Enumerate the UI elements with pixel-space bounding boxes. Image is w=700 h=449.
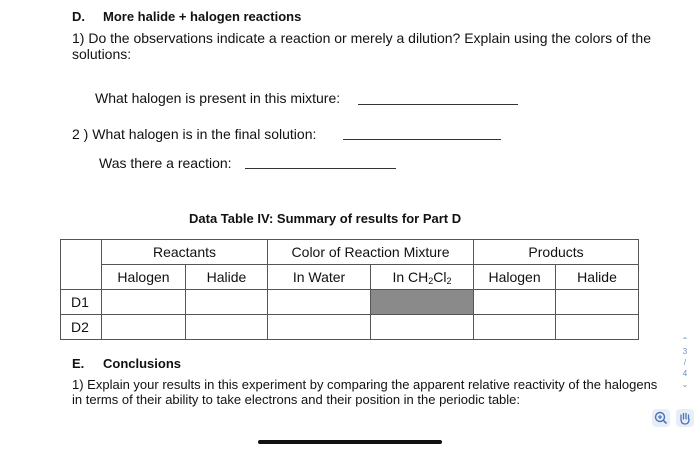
subheader-in-water: In Water — [268, 265, 371, 290]
table-row — [61, 315, 639, 340]
question-e1: 1) Explain your results in this experiment by comparing the apparent relative reactivity of the halogens in terms of their ability to take electrons and their position in the periodic table: — [72, 377, 658, 407]
data-table-iv — [60, 239, 639, 340]
zoom-in-icon — [652, 409, 670, 427]
table-row — [61, 290, 639, 315]
chevron-down-icon[interactable]: ⌄ — [681, 380, 689, 389]
header-products: Products — [474, 240, 639, 265]
cell-d2-reactant-halide[interactable] — [186, 315, 268, 340]
table-corner-cell — [61, 240, 102, 290]
section-d-title: More halide + halogen reactions — [103, 9, 302, 24]
subheader-reactant-halogen: Halogen — [102, 265, 186, 290]
cell-d2-in-water[interactable] — [268, 315, 371, 340]
question-d1-prompt: What halogen is present in this mixture: — [95, 90, 341, 106]
cell-d1-product-halogen[interactable] — [474, 290, 556, 315]
cell-d1-product-halide[interactable] — [556, 290, 639, 315]
cell-d2-product-halide[interactable] — [556, 315, 639, 340]
subheader-in-ch2cl2: In $CH_2Cl_2$ — [371, 265, 474, 290]
subheader-reactant-halide: Halide — [186, 265, 268, 290]
answer-line-reaction[interactable] — [245, 168, 396, 169]
page-current: 3 — [682, 347, 688, 356]
table-title: Data Table IV: Summary of results for Part D — [189, 211, 462, 226]
answer-line-final-halogen[interactable] — [343, 139, 501, 140]
hand-icon — [676, 409, 694, 427]
cell-d1-in-water[interactable] — [268, 290, 371, 315]
section-e-title: Conclusions — [103, 356, 182, 371]
cell-d1-in-ch2cl2-shaded — [371, 290, 474, 315]
subheader-product-halogen: Halogen — [474, 265, 556, 290]
answer-line-halogen-mixture[interactable] — [358, 104, 518, 105]
page-total: 4 — [682, 369, 688, 378]
cell-d1-reactant-halide[interactable] — [186, 290, 268, 315]
cell-d2-reactant-halogen[interactable] — [102, 315, 186, 340]
home-indicator-bar[interactable] — [258, 440, 442, 444]
cell-d2-product-halogen[interactable] — [474, 315, 556, 340]
hand-tool-button[interactable] — [676, 409, 694, 427]
zoom-button[interactable] — [652, 409, 670, 427]
row-label-d2: D2 — [61, 315, 102, 340]
header-color-reaction-mixture: Color of Reaction Mixture — [268, 240, 474, 265]
header-reactants: Reactants — [102, 240, 268, 265]
question-d1: 1) Do the observations indicate a reaction or merely a dilution? Explain using the colors of the solutions: — [72, 30, 651, 62]
section-d-letter: D. — [72, 9, 85, 24]
subheader-product-halide: Halide — [556, 265, 639, 290]
cell-d1-reactant-halogen[interactable] — [102, 290, 186, 315]
page-navigator[interactable] — [678, 335, 692, 390]
page-separator: / — [683, 358, 687, 367]
section-e-letter: E. — [72, 356, 85, 371]
cell-d2-in-ch2cl2[interactable] — [371, 315, 474, 340]
chevron-up-icon[interactable]: ⌃ — [681, 336, 689, 345]
question-d2: 2 ) What halogen is in the final solution: — [72, 126, 317, 142]
question-d2-prompt: Was there a reaction: — [99, 155, 232, 171]
row-label-d1: D1 — [61, 290, 102, 315]
table-group-header-row — [61, 240, 639, 265]
table-sub-header-row — [61, 265, 639, 290]
